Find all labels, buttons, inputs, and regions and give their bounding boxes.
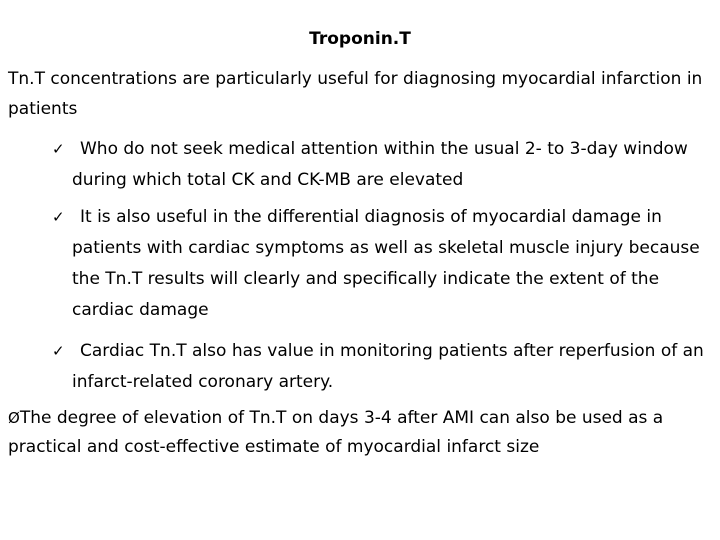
final-paragraph-text: The degree of elevation of Tn.T on days 3-4 after AMI can also be used as a practical and cost-effective estimate of myocardial infarct size [8, 408, 664, 457]
arrow-bullet-icon: Ø [8, 409, 20, 427]
checkmark-icon: ✓ [52, 140, 65, 158]
final-paragraph [8, 404, 714, 462]
bullet-item-3 [52, 336, 712, 398]
bullet-text-2: It is also useful in the differential diagnosis of myocardial damage in patients with cardiac symptoms as well as skeletal muscle injury because the Tn.T results will clearly and specifically indicate the extent of the cardiac damage [72, 207, 700, 320]
checkmark-icon: ✓ [52, 342, 65, 360]
intro-paragraph: Tn.T concentrations are particularly useful for diagnosing myocardial infarction in patients [8, 69, 703, 119]
bullet-item-2 [52, 202, 712, 326]
bullet-item-1 [52, 134, 712, 196]
slide-title: Troponin.T [309, 29, 411, 49]
bullet-text-3: Cardiac Tn.T also has value in monitoring patients after reperfusion of an infarct-related coronary artery. [72, 341, 704, 392]
bullet-text-1: Who do not seek medical attention within the usual 2- to 3-day window during which total CK and CK-MB are elevated [72, 139, 688, 190]
checkmark-icon: ✓ [52, 208, 65, 226]
